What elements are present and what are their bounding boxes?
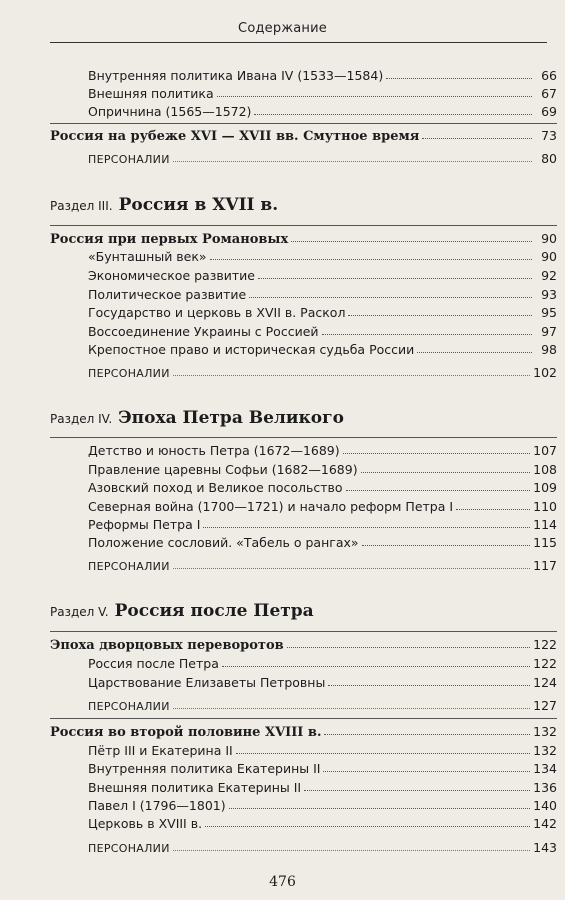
toc-entry-page: 92 [541,268,557,283]
toc-entry[interactable] [88,675,557,691]
toc-entry-page: 97 [541,324,557,339]
toc-persons[interactable] [88,365,557,382]
dot-leader [361,461,531,473]
toc-entry[interactable] [88,761,557,777]
toc-entry[interactable] [88,798,557,814]
toc-entry-page: 114 [533,517,557,532]
toc-chapter[interactable] [50,724,557,741]
toc-entry[interactable] [88,68,557,84]
toc-entry-title: Царствование Елизаветы Петровны [88,675,326,690]
toc-entry[interactable] [88,535,557,551]
toc-entry-title: Пётр III и Екатерина II [88,743,233,758]
toc-entry-title: Положение сословий. «Табель о рангах» [88,535,359,550]
dot-leader [322,323,532,335]
separator-rule [50,123,557,124]
toc-entry-page: 109 [533,480,557,495]
dot-leader [173,697,530,709]
toc-entry-title: Воссоединение Украины с Россией [88,324,319,339]
toc-chapter[interactable] [50,128,557,145]
toc-entry-page: 90 [541,249,557,264]
dot-leader [249,286,532,298]
separator-rule [50,437,557,438]
toc-entry-title: Политическое развитие [88,287,247,302]
toc-entry-title: Правление царевны Софьи (1682—1689) [88,462,358,477]
toc-persons-page: 143 [533,840,557,855]
toc-chapter[interactable] [50,231,557,248]
toc-persons-page: 102 [533,365,557,380]
toc-entry-page: 66 [541,68,557,83]
section-label: Раздел III. [50,199,113,213]
dot-leader [304,779,530,791]
dot-leader [173,364,530,376]
toc-entry-title: Внутренняя политика Ивана IV (1533—1584) [88,68,384,83]
section-title: Россия в XVII в. [118,195,279,215]
toc-chapter-page: 73 [541,128,557,143]
toc-entry[interactable] [88,249,557,265]
toc-entry[interactable] [88,816,557,832]
dot-leader [323,760,530,772]
toc-entry-page: 108 [533,462,557,477]
dot-leader [324,723,530,735]
toc-entry-title: «Бунташный век» [88,249,207,264]
toc-persons-page: 117 [533,558,557,573]
toc-chapter-title: Россия при первых Романовых [50,232,289,247]
toc-entry-title: Северная война (1700—1721) и начало реформ Петра I [88,499,454,514]
toc-entry-page: 107 [533,443,557,458]
dot-leader [173,150,532,162]
dot-leader [173,839,530,851]
dot-leader [422,127,532,139]
toc-persons[interactable] [88,698,557,715]
dot-leader [254,103,532,115]
toc-entry-page: 110 [533,499,557,514]
toc-persons[interactable] [88,840,557,857]
toc-persons-title: ПЕРСОНАЛИИ [88,700,170,713]
toc-entry-page: 122 [533,656,557,671]
dot-leader [205,815,530,827]
separator-rule [50,718,557,719]
page-number: 476 [269,874,296,890]
toc-chapter-title: Россия во второй половине XVIII в. [50,725,322,740]
toc-entry[interactable] [88,342,557,358]
dot-leader [287,636,530,648]
separator-rule [50,225,557,226]
toc-entry[interactable] [88,305,557,321]
section-heading [50,195,278,215]
toc-entry[interactable] [88,780,557,796]
toc-entry-page: 115 [533,535,557,550]
toc-chapter-title: Эпоха дворцовых переворотов [50,638,284,653]
toc-entry-title: Павел I (1796—1801) [88,798,226,813]
toc-entry[interactable] [88,104,557,120]
toc-entry[interactable] [88,86,557,102]
toc-entry-title: Внутренняя политика Екатерины II [88,761,321,776]
toc-entry-page: 69 [541,104,557,119]
dot-leader [203,516,530,528]
toc-entry-page: 95 [541,305,557,320]
separator-rule [50,631,557,632]
toc-persons-title: ПЕРСОНАЛИИ [88,367,170,380]
toc-chapter[interactable] [50,637,557,654]
toc-entry-page: 142 [533,816,557,831]
toc-persons-title: ПЕРСОНАЛИИ [88,153,170,166]
toc-entry-title: Азовский поход и Великое посольство [88,480,343,495]
toc-entry-page: 136 [533,780,557,795]
toc-entry-page: 124 [533,675,557,690]
toc-entry-title: Опричнина (1565—1572) [88,104,252,119]
section-heading [50,408,344,428]
running-head: Содержание [238,21,327,36]
toc-chapter-title: Россия на рубеже XVI — XVII вв. Смутное время [50,129,420,144]
toc-entry[interactable] [88,517,557,533]
toc-entry[interactable] [88,268,557,284]
toc-entry[interactable] [88,443,557,459]
toc-entry[interactable] [88,324,557,340]
dot-leader [291,230,532,242]
toc-entry-page: 93 [541,287,557,302]
dot-leader [328,674,530,686]
dot-leader [456,498,530,510]
toc-entry[interactable] [88,499,557,515]
toc-chapter-page: 122 [533,637,557,652]
toc-entry-title: Государство и церковь в XVII в. Раскол [88,305,346,320]
toc-persons[interactable] [88,558,557,575]
toc-entry-title: Экономическое развитие [88,268,255,283]
toc-entry[interactable] [88,462,557,478]
toc-chapter-page: 132 [533,724,557,739]
dot-leader [417,341,532,353]
toc-entry-title: Крепостное право и историческая судьба России [88,342,415,357]
dot-leader [362,534,531,546]
toc-entry[interactable] [88,287,557,303]
toc-persons-page: 127 [533,698,557,713]
dot-leader [229,797,531,809]
dot-leader [210,248,532,260]
dot-leader [236,742,530,754]
toc-entry[interactable] [88,656,557,672]
section-heading [50,601,314,621]
section-label: Раздел IV. [50,412,113,426]
dot-leader [348,304,532,316]
toc-entry-title: Детство и юность Петра (1672—1689) [88,443,340,458]
toc-entry-page: 134 [533,761,557,776]
dot-leader [173,557,530,569]
section-title: Россия после Петра [114,601,314,621]
toc-persons-page: 80 [541,151,557,166]
toc-entry-page: 67 [541,86,557,101]
dot-leader [258,267,532,279]
toc-entry[interactable] [88,743,557,759]
dot-leader [222,655,530,667]
toc-entry-title: Реформы Петра I [88,517,201,532]
toc-persons-title: ПЕРСОНАЛИИ [88,560,170,573]
toc-entry-title: Внешняя политика Екатерины II [88,780,302,795]
section-label: Раздел V. [50,605,109,619]
toc-entry-page: 140 [533,798,557,813]
toc-entry-title: Россия после Петра [88,656,219,671]
dot-leader [386,67,532,79]
toc-entry-page: 132 [533,743,557,758]
toc-entry[interactable] [88,480,557,496]
toc-chapter-page: 90 [541,231,557,246]
toc-persons[interactable] [88,151,557,168]
dot-leader [343,442,531,454]
section-title: Эпоха Петра Великого [118,408,344,428]
toc-entry-title: Церковь в XVIII в. [88,816,203,831]
toc-persons-title: ПЕРСОНАЛИИ [88,842,170,855]
dot-leader [217,85,532,97]
toc-entry-page: 98 [541,342,557,357]
toc-entry-title: Внешняя политика [88,86,214,101]
dot-leader [346,479,531,491]
